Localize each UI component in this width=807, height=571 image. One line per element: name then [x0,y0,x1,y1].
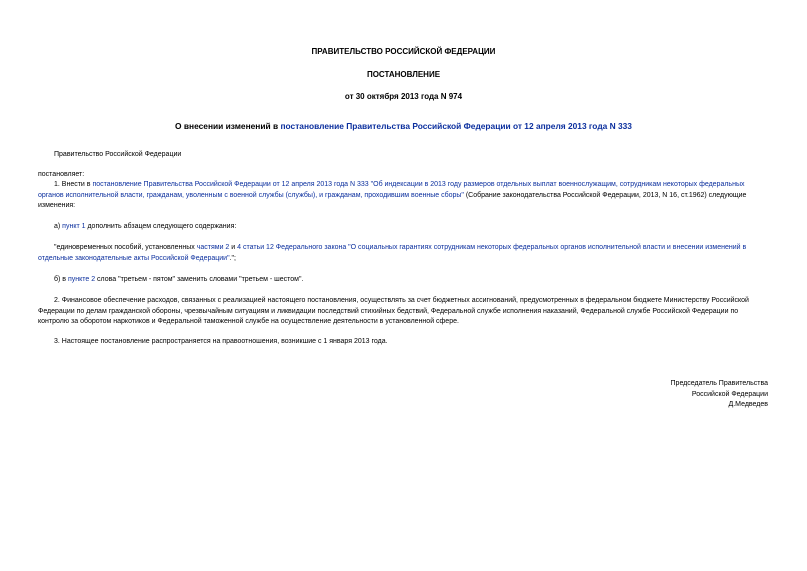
item-a-link-point-1[interactable]: пункт 1 [62,223,86,230]
item-a-prefix: а) [54,223,63,230]
signature-block [671,379,768,411]
document-title [0,121,807,131]
item-b-paragraph [54,275,303,286]
item-1-suffix: (Собрание законодательства Российской Федерации, 2013, N 16, ст.1962) следующие изменения: [38,191,747,209]
date-number-heading: от 30 октября 2013 года N 974 [344,92,463,101]
resolves-label: постановляет: [38,171,85,178]
government-heading: ПРАВИТЕЛЬСТВО РОССИЙСКОЙ ФЕДЕРАЦИИ [311,47,496,56]
item-1-prefix: 1. Внести в [54,181,93,188]
item-b-prefix: б) в [54,276,68,283]
item-1-paragraph [38,180,768,212]
item-a-paragraph [54,222,236,233]
quote-suffix: ."; [229,254,236,262]
signature-name: Д.Медведев [728,401,768,409]
document-type-heading: ПОСТАНОВЛЕНИЕ [366,70,441,79]
quote-mid: и [229,244,238,251]
quote-link-parts-2[interactable]: частями 2 [196,244,230,251]
item-a-suffix: дополнить абзацем следующего содержания: [85,223,237,230]
item-b-link-point-2[interactable]: пункте 2 [67,276,96,283]
signature-country: Российской Федерации [691,390,768,398]
item-b-suffix: слова "третьем - пятом" заменить словами "третьем - шестом". [95,276,304,283]
government-label: Правительство Российской Федерации [54,151,182,158]
quote-prefix: "единовременных пособий, установленных [54,244,197,251]
title-prefix: О внесении изменений в [175,121,281,131]
title-link-resolution-333[interactable]: постановление Правительства Российской Федерации от 12 апреля 2013 года N 333 [280,121,632,131]
signature-position: Председатель Правительства [670,380,768,387]
item-1-link-resolution-333[interactable]: постановление Правительства Российской Федерации от 12 апреля 2013 года N 333 "Об индексации в 2013 году размеров отдельных выплат военнослужащим, сотрудникам некоторых федеральных органов исполнительной власти, гражданам, уволенным с военной службы (службы), и гражданам, проходившим военные сборы" [38,181,745,199]
item-3-paragraph: 3. Настоящее постановление распространяется на правоотношения, возникшие с 1 января 2013 года. [54,338,388,345]
item-2-paragraph: 2. Финансовое обеспечение расходов, связанных с реализацией настоящего постановления, осуществлять за счет бюджетных ассигнований, предусмотренных в федеральном бюджете Министерству Российской Федерации по делам гражданской обороны, чрезвычайным ситуациям и ликвидации последствий стихийных бедствий, Федеральной службе исполнения наказаний, Федеральной службе Российской Федерации по контролю за оборотом наркотиков и Федеральной таможенной службе на осуществление деятельности в установленной сфере. [38,297,749,325]
quote-link-federal-law[interactable]: 4 статьи 12 Федерального закона "О социальных гарантиях сотрудникам некоторых федеральных органов исполнительной власти и внесении изменений в отдельные законодательные акты Российской Федерации" [38,244,747,262]
quote-paragraph [38,243,768,264]
